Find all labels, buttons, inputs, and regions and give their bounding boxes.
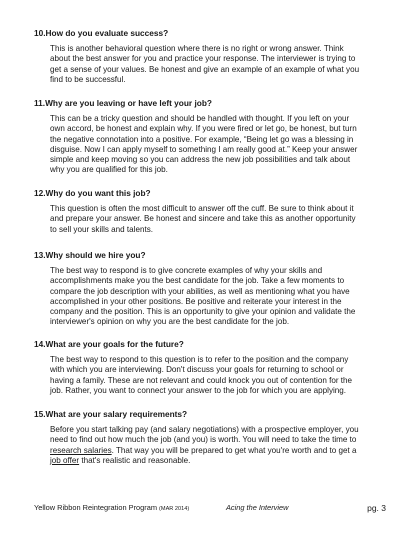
question-11 <box>34 98 394 175</box>
question-answer: The best way to respond to this question is to refer to the position and the company with which you are interviewing. Don't discuss your goals for returning to school or having a family. These are not relevant and could knock you out of contention for the job. Rather, you want to connect your answer to the job for which you are applying. <box>50 355 353 395</box>
question-heading: 15.What are your salary requirements? <box>34 409 188 419</box>
question-15 <box>34 409 394 466</box>
question-heading: 12.Why do you want this job? <box>34 188 151 198</box>
question-10 <box>34 28 394 85</box>
answer-text: . That way you will be prepared to get what you're worth and to get a <box>111 445 357 455</box>
question-heading: 10.How do you evaluate success? <box>34 28 169 38</box>
question-heading: 11.Why are you leaving or have left your job? <box>34 98 212 108</box>
footer-program-name: Yellow Ribbon Reintegration Program <box>34 503 157 512</box>
question-13 <box>34 250 394 327</box>
footer-document-title: Acing the Interview <box>226 503 289 512</box>
question-12 <box>34 188 394 235</box>
answer-text: Before you start talking pay (and salary negotiations) with a prospective employer, you need to find out how much the job (and you) is worth. You will need to take the time to <box>50 425 359 445</box>
job-offer-link[interactable]: job offer <box>50 455 80 465</box>
question-answer: This is another behavioral question where there is no right or wrong answer. Think about the best answer for you and practice your response. The interviewer is trying to get a sense of your values. Be honest and give an example of an example of what you find to be successful. <box>50 44 360 84</box>
page-number: pg. 3 <box>367 503 386 513</box>
question-heading: 14.What are your goals for the future? <box>34 339 184 349</box>
question-answer: This question is often the most difficult to answer off the cuff. Be sure to think about it and prepare your answer. Be honest and sincere and take this as another opportunity to sell your skills and talents. <box>50 204 356 234</box>
question-answer <box>50 425 394 466</box>
research-salaries-link[interactable]: research salaries <box>50 445 112 455</box>
question-heading: 13.Why should we hire you? <box>34 250 146 260</box>
footer-program <box>34 503 189 514</box>
question-answer: This can be a tricky question and should be handled with thought. If you left on your own accord, be honest and explain why. If you were fired or let go, be honest, but turn the negative connotation into a positive. For example, “Being let go was a blessing in disguise. Now I can apply myself to something I am really good at.” Keep your answer simple and keep moving so you can address the new job possibilities and talk about why you are qualified for this job. <box>50 114 358 175</box>
question-answer: The best way to respond is to give concrete examples of why your skills and accomplishments make you the best candidate for the job. Take a few moments to compare the job description with your abilities, as well as mentioning what you have accomplished in your other positions. Be positive and reiterate your interest in the company and the position. This is an opportunity to give your opinion and validate the interviewer's opinion on why you are the best candidate for the job. <box>50 266 356 327</box>
answer-text: that's realistic and reasonable. <box>79 455 191 465</box>
footer-date: (MAR 2014) <box>159 506 190 512</box>
question-14 <box>34 339 394 396</box>
